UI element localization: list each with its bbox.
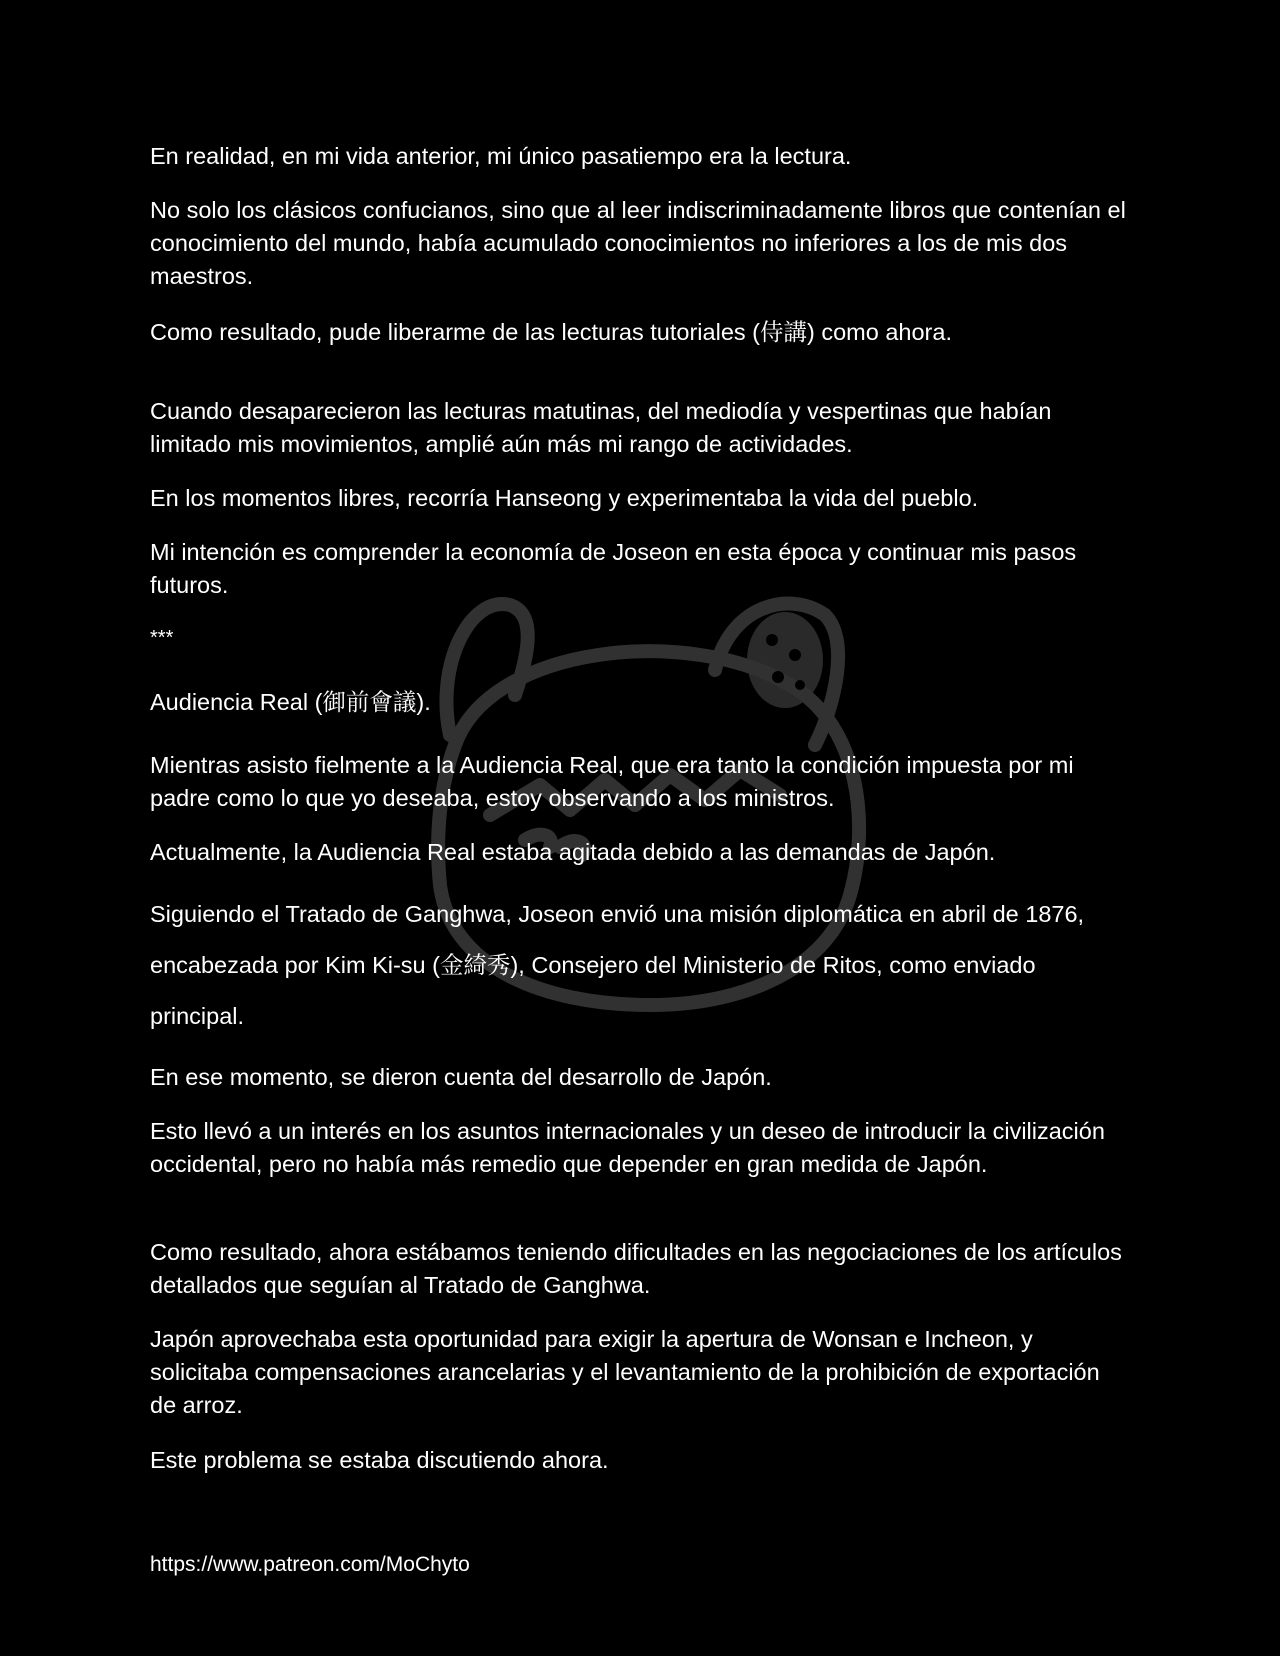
- paragraph-5: En los momentos libres, recorría Hanseong y experimentaba la vida del pueblo.: [150, 485, 979, 511]
- section-heading: Audiencia Real (御前會議).: [150, 689, 431, 715]
- paragraph-6: Mi intención es comprender la economía de Joseon en esta época y continuar mis pasos futuros.: [150, 539, 1077, 598]
- paragraph-10: En ese momento, se dieron cuenta del desarrollo de Japón.: [150, 1064, 772, 1090]
- paragraph-1: En realidad, en mi vida anterior, mi único pasatiempo era la lectura.: [150, 143, 852, 169]
- paragraph-3: Como resultado, pude liberarme de las lecturas tutoriales (侍講) como ahora.: [150, 319, 952, 345]
- paragraph-2: No solo los clásicos confucianos, sino que al leer indiscriminadamente libros que contenían el conocimiento del mundo, había acumulado conocimientos no inferiores a los de mis dos maestros.: [150, 197, 1126, 289]
- patreon-link[interactable]: https://www.patreon.com/MoChyto: [150, 1553, 470, 1576]
- paragraph-4: Cuando desaparecieron las lecturas matutinas, del mediodía y vespertinas que habían limitado mis movimientos, amplié aún más mi rango de actividades.: [150, 398, 1052, 457]
- paragraph-14: Este problema se estaba discutiendo ahora.: [150, 1447, 609, 1473]
- paragraph-12: Como resultado, ahora estábamos teniendo dificultades en las negociaciones de los artículos detallados que seguían al Tratado de Ganghwa.: [150, 1239, 1122, 1298]
- paragraph-8: Actualmente, la Audiencia Real estaba agitada debido a las demandas de Japón.: [150, 839, 996, 865]
- paragraph-7: Mientras asisto fielmente a la Audiencia Real, que era tanto la condición impuesta por mi padre como lo que yo deseaba, estoy observando a los ministros.: [150, 752, 1074, 811]
- section-separator: ***: [150, 627, 174, 649]
- paragraph-11: Esto llevó a un interés en los asuntos internacionales y un deseo de introducir la civilización occidental, pero no había más remedio que depender en gran medida de Japón.: [150, 1118, 1105, 1177]
- paragraph-9: Siguiendo el Tratado de Ganghwa, Joseon envió una misión diplomática en abril de 1876, encabezada por Kim Ki-su (金綺秀), Consejero del Ministerio de Ritos, como enviado principal.: [150, 901, 1085, 1029]
- paragraph-13: Japón aprovechaba esta oportunidad para exigir la apertura de Wonsan e Incheon, y solicitaba compensaciones arancelarias y el levantamiento de la prohibición de exportación de arroz.: [150, 1326, 1100, 1418]
